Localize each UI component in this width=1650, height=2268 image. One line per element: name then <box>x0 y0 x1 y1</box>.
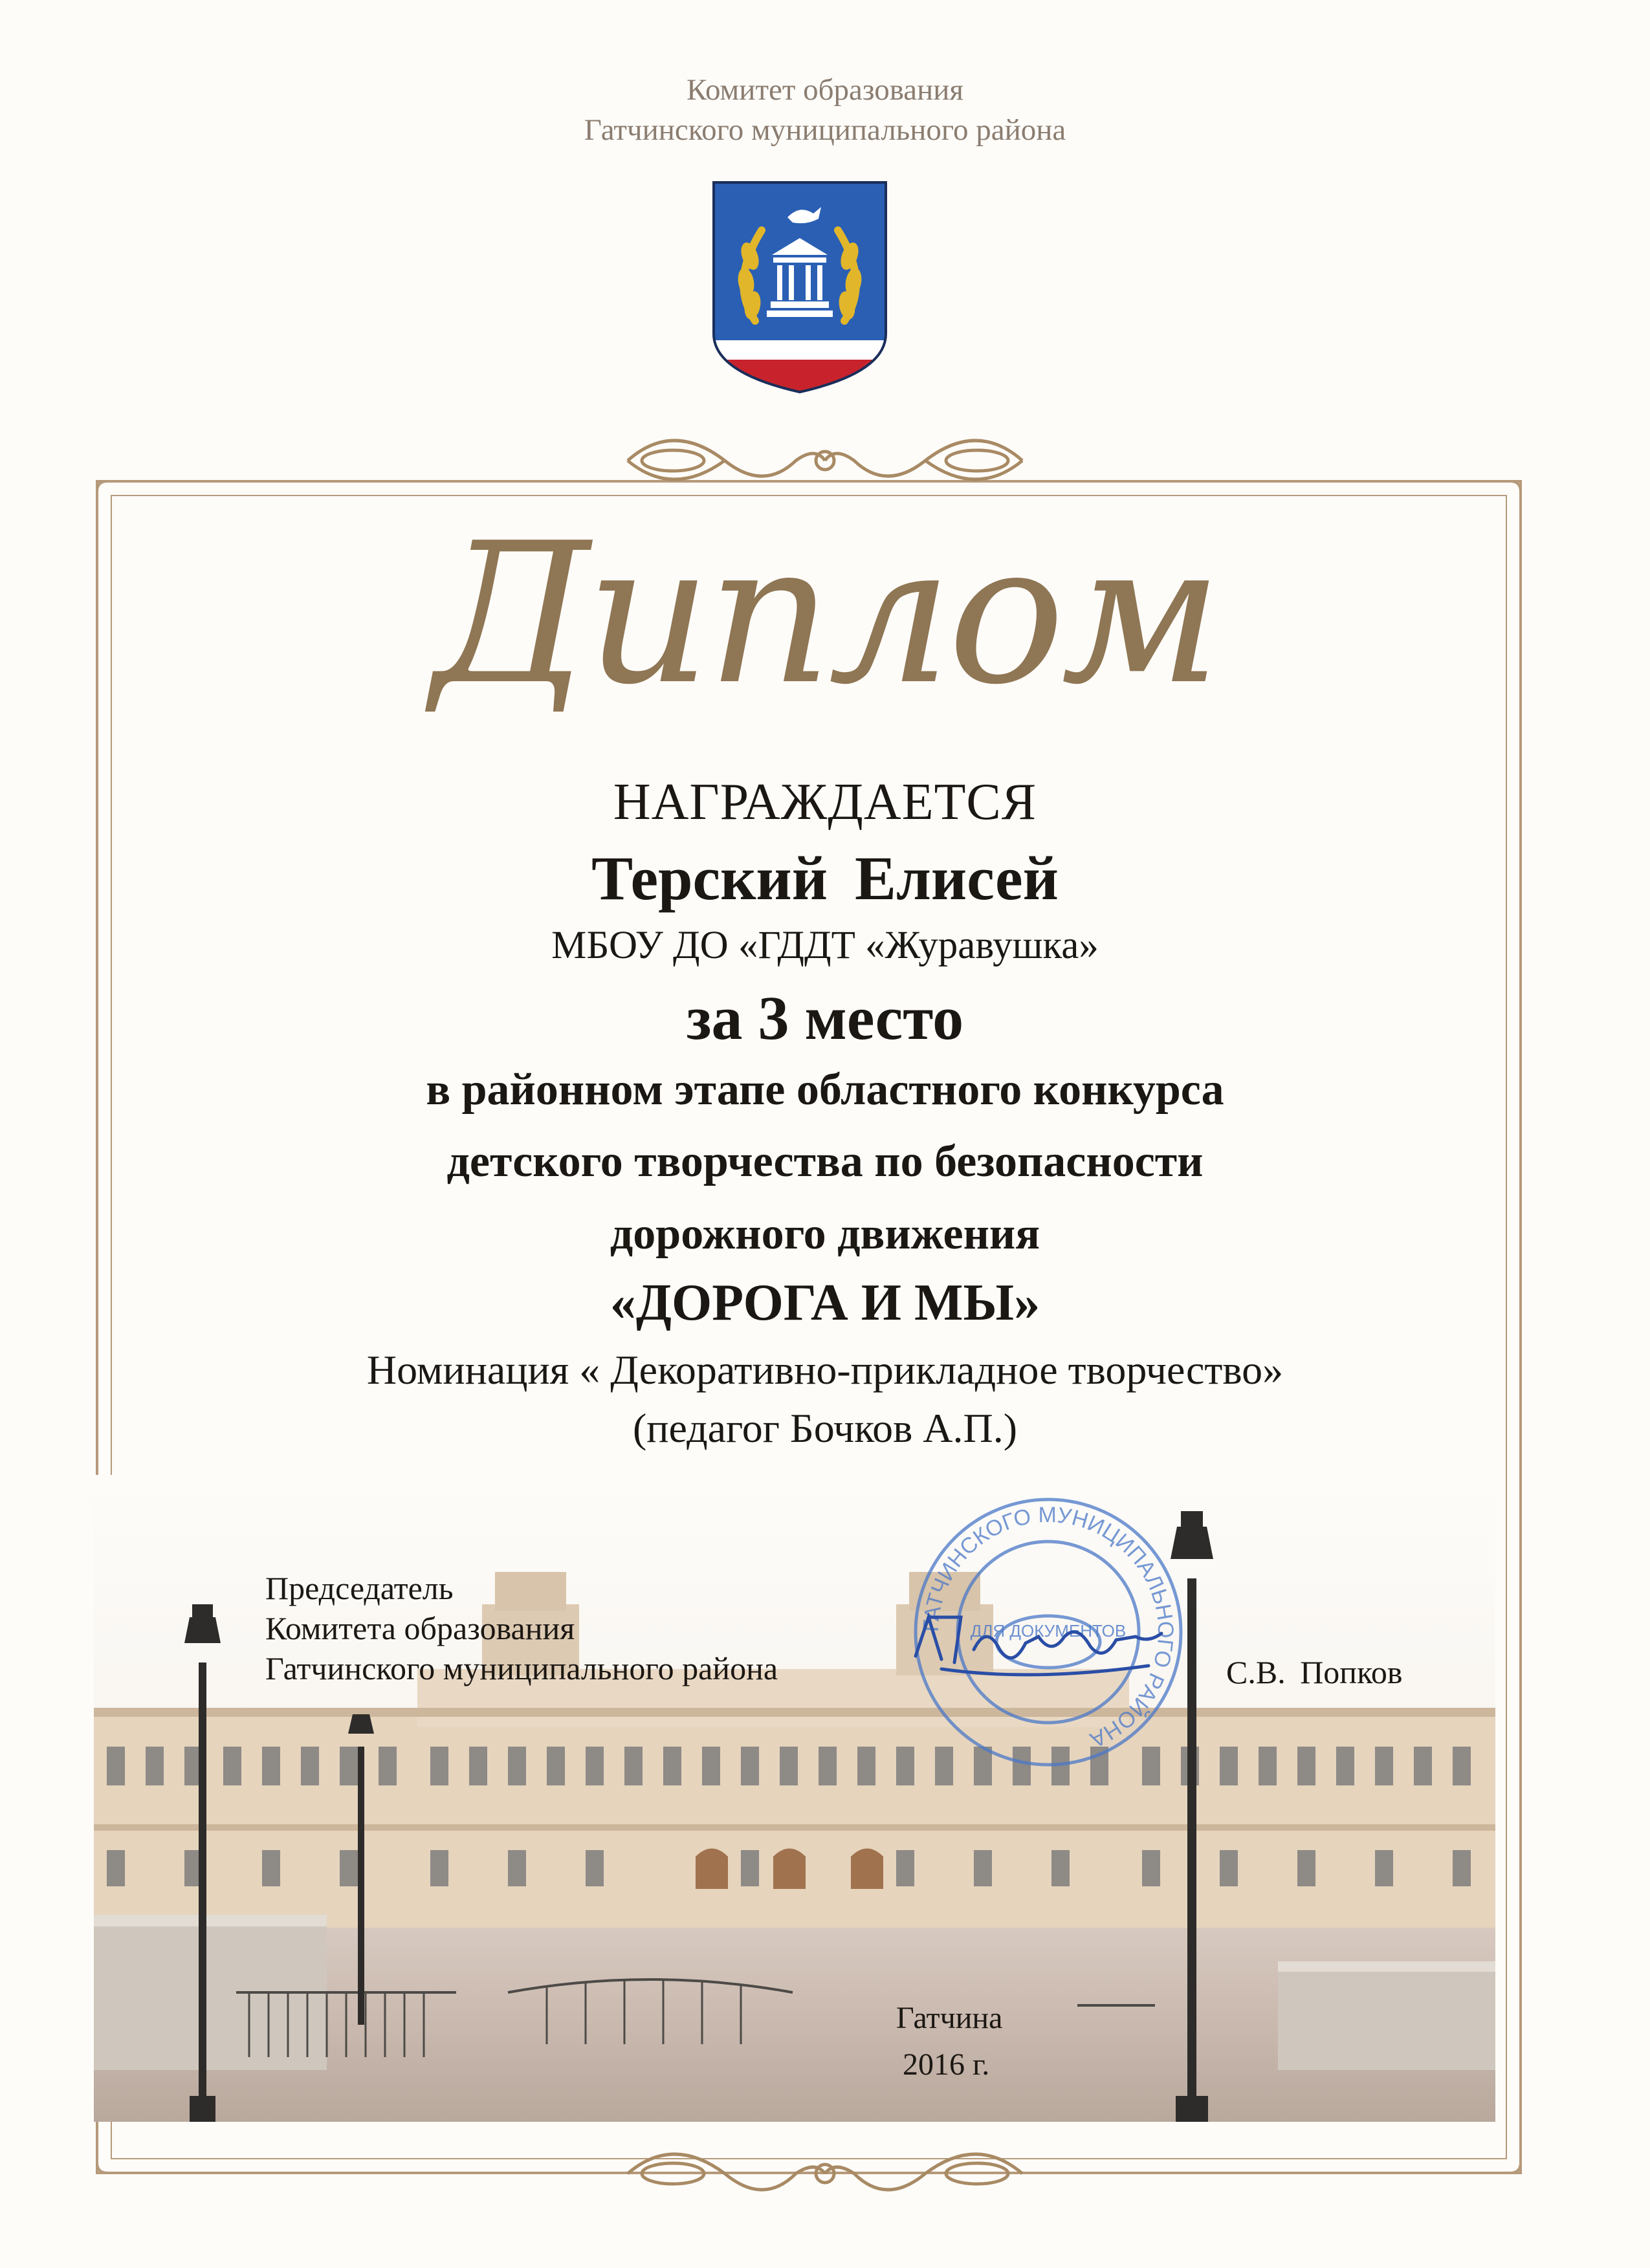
award-place: за 3 место <box>686 983 964 1052</box>
handwritten-signature <box>903 1598 1174 1695</box>
stamp-ring-text: ГАТЧИНСКОГО МУНИЦИПАЛЬНОГО РАЙОНА <box>918 1502 1178 1752</box>
signer-position-line-1: Председатель <box>265 1570 454 1606</box>
award-reason-line-3: дорожного движения <box>610 1209 1040 1259</box>
nomination: Номинация « Декоративно-прикладное творчество» <box>366 1347 1284 1393</box>
issue-year: 2016 г. <box>903 2047 990 2082</box>
issuer-line-1: Комитет образования <box>686 73 964 107</box>
recipient-name: Терский Елисей <box>591 844 1059 913</box>
issuer-header <box>0 70 1650 150</box>
stamp-center-text: ДЛЯ ДОКУМЕНТОВ <box>970 1621 1127 1641</box>
awarded-label: НАГРАЖДАЕТСЯ <box>613 774 1037 831</box>
issue-city: Гатчина <box>896 2001 1003 2035</box>
issuer-line-2: Гатчинского муниципального района <box>584 113 1066 147</box>
signature-block <box>265 1568 778 1688</box>
diploma-title: Диплом <box>432 501 1218 727</box>
school-name: МБОУ ДО «ГДДТ «Журавушка» <box>551 924 1099 967</box>
award-reason-line-1: в районном этапе областного конкурса <box>426 1065 1224 1115</box>
contest-name: «ДОРОГА И МЫ» <box>610 1274 1040 1331</box>
coat-of-arms-emblem <box>710 179 890 396</box>
signer-position-line-3: Гатчинского муниципального района <box>265 1650 778 1686</box>
top-ornament <box>628 441 1022 479</box>
signer-position-line-2: Комитета образования <box>265 1610 575 1646</box>
award-reason-line-2: детского творчества по безопасности <box>446 1137 1204 1186</box>
teacher-name: (педагог Бочков А.П.) <box>632 1405 1018 1451</box>
signer-name: С.В. Попков <box>1226 1654 1403 1690</box>
